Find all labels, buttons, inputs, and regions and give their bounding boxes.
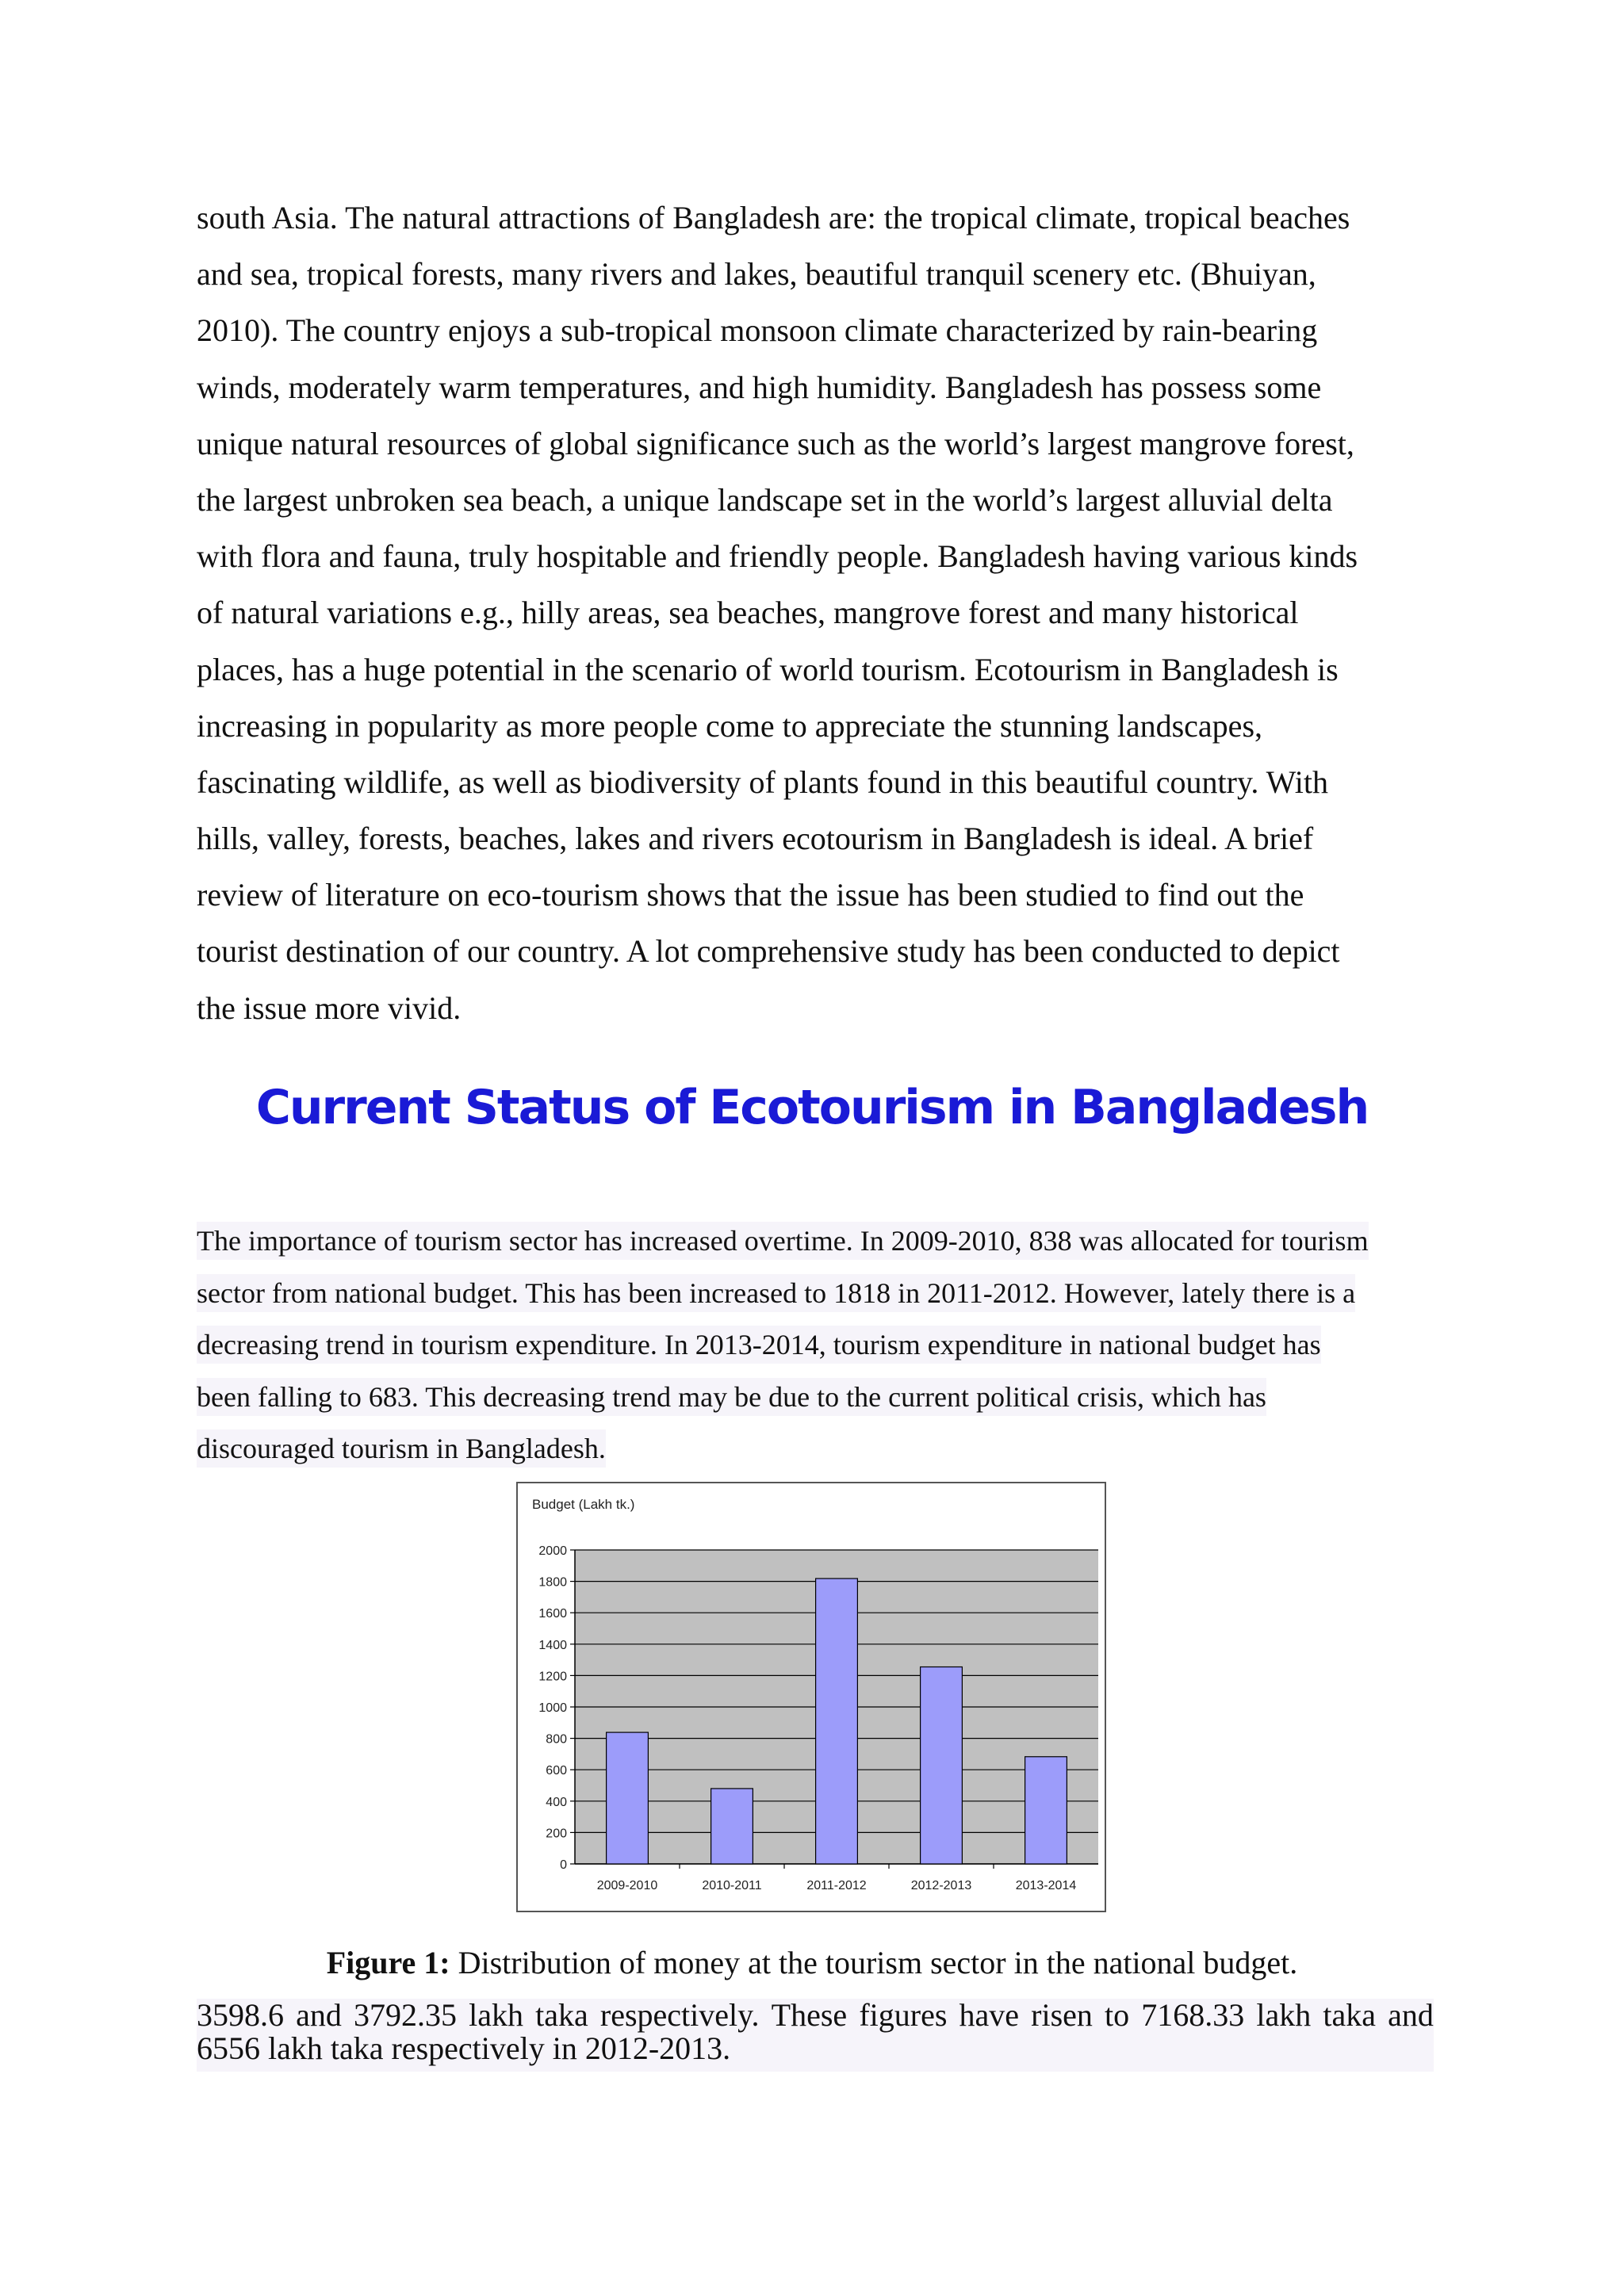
paragraph-line: review of literature on eco-tourism shows that the issue has been studied to find out the [197, 877, 1304, 913]
paragraph-line: of natural variations e.g., hilly areas, sea beaches, mangrove forest and many historical [197, 595, 1299, 631]
x-tick-label: 2009-2010 [596, 1879, 658, 1892]
paragraph-line: increasing in popularity as more people come to appreciate the stunning landscapes, [197, 707, 1263, 744]
word: figures [859, 1997, 948, 2033]
word: taka [1323, 1997, 1377, 2033]
word: lakh [469, 1997, 524, 2033]
word: 3598.6 [197, 1997, 284, 2033]
word: taka [535, 1997, 588, 2033]
section-heading: Current Status of Ecotourism in Bangladesh [255, 1080, 1369, 1135]
y-tick-label: 200 [546, 1827, 567, 1841]
paragraph-line: and sea, tropical forests, many rivers and lakes, beautiful tranquil scenery etc. (Bhuiyan, [197, 256, 1316, 293]
word: 3792.35 [354, 1997, 458, 2033]
paragraph-line: tourist destination of our country. A lot comprehensive study has been conducted to depict [197, 933, 1340, 970]
word: respectively. [599, 1997, 760, 2033]
x-tick-label: 2010-2011 [702, 1879, 762, 1892]
paragraph-line: with flora and fauna, truly hospitable and friendly people. Bangladesh having various kinds [197, 538, 1358, 575]
budget-chart [516, 1482, 1106, 1912]
y-tick-label: 2000 [538, 1544, 567, 1558]
status-paragraph [197, 1215, 1418, 1475]
justified-line [197, 1999, 1434, 2032]
paragraph-line: sector from national budget. This has been increased to 1818 in 2011-2012. However, lately there is a [197, 1274, 1355, 1312]
bar [607, 1732, 649, 1864]
paragraph-line: decreasing trend in tourism expenditure. In 2013-2014, tourism expenditure in national budget has [197, 1326, 1321, 1364]
chart-canvas [518, 1483, 1105, 1911]
bar [921, 1667, 963, 1864]
word: and [1388, 1997, 1434, 2033]
paragraph-line: fascinating wildlife, as well as biodiversity of plants found in this beautiful country. With [197, 763, 1329, 800]
chart-title: Budget (Lakh tk.) [532, 1497, 635, 1512]
figure-label: Figure 1: [326, 1945, 450, 1980]
y-tick-label: 800 [546, 1732, 567, 1747]
figure-caption [0, 1944, 1624, 1981]
x-tick-label: 2013-2014 [1015, 1879, 1077, 1892]
word: lakh [1256, 1997, 1312, 2033]
y-tick-label: 400 [546, 1795, 567, 1809]
word: These [771, 1997, 848, 2033]
paragraph-line: The importance of tourism sector has increased overtime. In 2009-2010, 838 was allocated for tourism [197, 1222, 1369, 1260]
paragraph-line: 6556 lakh taka respectively in 2012-2013. [197, 2030, 731, 2066]
bar [816, 1578, 858, 1864]
intro-paragraph [197, 189, 1434, 1036]
paragraph-line: winds, moderately warm temperatures, and high humidity. Bangladesh has possess some [197, 369, 1322, 405]
paragraph-line: been falling to 683. This decreasing trend may be due to the current political crisis, which has [197, 1378, 1266, 1416]
word: and [296, 1997, 342, 2033]
paragraph-line: 2010). The country enjoys a sub-tropical monsoon climate characterized by rain-bearing [197, 312, 1318, 349]
word: to [1105, 1997, 1130, 2033]
y-tick-label: 600 [546, 1764, 567, 1778]
figure-caption-text: Distribution of money at the tourism sector in the national budget. [450, 1945, 1298, 1980]
paragraph-line: unique natural resources of global significance such as the world’s largest mangrove forest, [197, 425, 1354, 461]
y-tick-label: 1800 [538, 1575, 567, 1590]
paragraph-line: places, has a huge potential in the scenario of world tourism. Ecotourism in Bangladesh is [197, 651, 1339, 687]
y-tick-label: 0 [560, 1858, 567, 1872]
word: 7168.33 [1141, 1997, 1245, 2033]
y-tick-label: 1400 [538, 1638, 567, 1652]
word: have [959, 1997, 1020, 2033]
y-tick-label: 1600 [538, 1607, 567, 1621]
paragraph-line: the largest unbroken sea beach, a unique landscape set in the world’s largest alluvial delta [197, 481, 1333, 518]
x-tick-label: 2012-2013 [910, 1879, 972, 1892]
y-tick-label: 1000 [538, 1701, 567, 1715]
bar [1025, 1757, 1067, 1864]
paragraph-line: discouraged tourism in Bangladesh. [197, 1429, 606, 1468]
paragraph-line: hills, valley, forests, beaches, lakes and rivers ecotourism in Bangladesh is ideal. A brief [197, 821, 1314, 857]
paragraph-line: south Asia. The natural attractions of Bangladesh are: the tropical climate, tropical beaches [197, 200, 1350, 235]
y-tick-label: 1200 [538, 1670, 567, 1684]
x-tick-label: 2011-2012 [806, 1879, 867, 1892]
bar [711, 1789, 753, 1864]
paragraph-line: the issue more vivid. [197, 989, 462, 1026]
continuation-paragraph [197, 1999, 1434, 2072]
word: risen [1031, 1997, 1093, 2033]
